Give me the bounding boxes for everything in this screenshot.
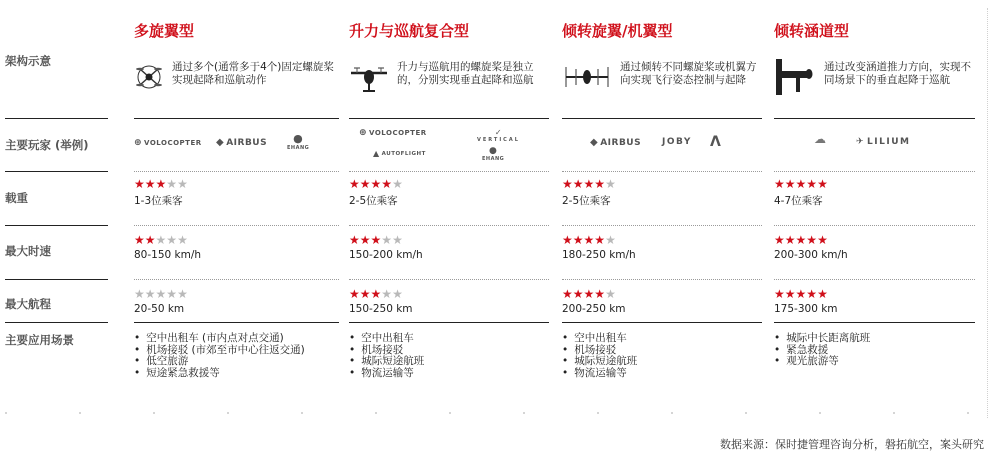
star-filled-icon: ★ <box>817 177 828 191</box>
autoflight-logo-icon: ▲ <box>373 149 380 158</box>
divider-dot <box>523 412 525 414</box>
right-divider <box>987 8 988 418</box>
architecture-cell-ducted-fan <box>774 61 979 101</box>
row-separator <box>774 171 975 172</box>
row-label-scenarios: 主要应用场景 <box>5 333 74 347</box>
row-separator <box>134 171 339 172</box>
star-empty-icon: ★ <box>134 287 145 301</box>
payload-stars <box>134 178 188 190</box>
range-value: 150-250 km <box>349 303 413 315</box>
payload-value: 2-5位乘客 <box>562 195 611 207</box>
star-filled-icon: ★ <box>594 177 606 191</box>
row-label-speed: 最大时速 <box>5 244 51 258</box>
logo-archer <box>710 134 721 150</box>
list-item: • 空中出租车 (市内点对点交通) <box>134 333 305 345</box>
row-separator <box>349 118 549 119</box>
payload-stars <box>562 178 616 190</box>
list-item: • 机场接驳 <box>562 345 637 357</box>
row-separator <box>562 322 762 323</box>
row-label-range: 最大航程 <box>5 297 51 311</box>
players-cell-multirotor <box>134 124 339 164</box>
airbus-logo-icon: ◆ <box>590 137 599 148</box>
star-filled-icon: ★ <box>562 287 573 301</box>
row-separator <box>5 322 108 323</box>
row-label-players: 主要玩家 (举例) <box>5 138 89 152</box>
star-empty-icon: ★ <box>177 233 188 247</box>
list-item: • 低空旅游 <box>134 356 305 368</box>
star-empty-icon: ★ <box>166 233 178 247</box>
speed-value: 180-250 km/h <box>562 249 636 261</box>
star-filled-icon: ★ <box>774 177 785 191</box>
star-filled-icon: ★ <box>784 287 796 301</box>
players-cell-ducted-fan <box>774 124 975 164</box>
architecture-description: 通过倾转不同螺旋桨或机翼方向实现飞行姿态控制与起降 <box>620 61 757 86</box>
airbus-logo-icon: ◆ <box>216 137 225 148</box>
architecture-cell-lift-cruise <box>349 61 554 97</box>
list-item: • 紧急救援 <box>774 345 870 357</box>
lilium-logo-icon: ✈ <box>856 137 866 147</box>
range-value: 200-250 km <box>562 303 626 315</box>
row-label-architecture: 架构示意 <box>5 54 51 68</box>
payload-value: 4-7位乘客 <box>774 195 823 207</box>
logo-ehang: ● EHANG <box>482 146 505 162</box>
row-separator <box>134 279 339 280</box>
star-filled-icon: ★ <box>784 233 796 247</box>
star-filled-icon: ★ <box>583 177 595 191</box>
row-separator <box>774 225 975 226</box>
list-item: • 短途紧急救援等 <box>134 368 305 380</box>
star-empty-icon: ★ <box>392 233 403 247</box>
star-filled-icon: ★ <box>359 287 371 301</box>
range-stars <box>774 288 828 300</box>
list-item: • 城际短途航班 <box>562 356 637 368</box>
logo-joby: JOBY <box>662 137 692 147</box>
payload-stars <box>774 178 828 190</box>
star-filled-icon: ★ <box>155 177 167 191</box>
payload-value: 1-3位乘客 <box>134 195 183 207</box>
range-value: 20-50 km <box>134 303 185 315</box>
logo-ehang: ● EHANG <box>287 132 310 151</box>
list-item: • 城际短途航班 <box>349 356 424 368</box>
volocopter-logo-icon: ⊕ <box>359 128 368 138</box>
ehang-logo-icon: ● <box>488 146 498 156</box>
star-empty-icon: ★ <box>166 287 178 301</box>
star-filled-icon: ★ <box>774 233 785 247</box>
list-item: • 物流运输等 <box>562 368 637 380</box>
range-stars <box>349 288 403 300</box>
star-filled-icon: ★ <box>562 233 573 247</box>
logo-autoflight: ▲ AUTOFLIGHT <box>373 149 426 158</box>
star-filled-icon: ★ <box>359 177 371 191</box>
star-empty-icon: ★ <box>605 233 616 247</box>
logo-volocopter: ⊕ VOLOCOPTER <box>359 128 427 138</box>
star-filled-icon: ★ <box>349 177 360 191</box>
vertical-logo-icon: ✓ <box>494 128 503 137</box>
star-filled-icon: ★ <box>572 177 584 191</box>
row-separator <box>134 225 339 226</box>
divider-dot <box>301 412 303 414</box>
star-filled-icon: ★ <box>806 287 818 301</box>
star-filled-icon: ★ <box>774 287 785 301</box>
star-filled-icon: ★ <box>144 233 156 247</box>
star-filled-icon: ★ <box>583 287 595 301</box>
divider-dot <box>375 412 377 414</box>
star-filled-icon: ★ <box>795 233 807 247</box>
star-empty-icon: ★ <box>177 287 188 301</box>
logo-airbus: ◆ AIRBUS <box>216 137 268 148</box>
list-item: • 机场接驳 <box>349 345 424 357</box>
column-title-multirotor: 多旋翼型 <box>134 22 195 40</box>
star-filled-icon: ★ <box>806 177 818 191</box>
row-separator <box>5 171 108 172</box>
row-separator <box>134 118 339 119</box>
divider-dot <box>967 412 969 414</box>
speed-stars <box>349 234 403 246</box>
star-empty-icon: ★ <box>392 177 403 191</box>
star-filled-icon: ★ <box>359 233 371 247</box>
list-item: • 机场接驳 (市郊至市中心往返交通) <box>134 345 305 357</box>
speed-stars <box>134 234 188 246</box>
row-separator <box>774 322 975 323</box>
row-separator <box>774 279 975 280</box>
divider-dot <box>671 412 673 414</box>
row-separator <box>562 171 762 172</box>
divider-dot <box>449 412 451 414</box>
range-value: 175-300 km <box>774 303 838 315</box>
range-stars <box>134 288 188 300</box>
column-title-ducted-fan: 倾转涵道型 <box>774 22 850 40</box>
row-label-payload: 载重 <box>5 191 28 205</box>
divider-dot <box>5 412 7 414</box>
architecture-cell-multirotor <box>134 61 344 95</box>
players-cell-lift-cruise <box>349 124 549 164</box>
row-separator <box>5 225 108 226</box>
airbus-cloud-logo-icon: ☁ <box>814 132 827 146</box>
divider-dot <box>79 412 81 414</box>
star-filled-icon: ★ <box>381 177 393 191</box>
star-filled-icon: ★ <box>349 287 360 301</box>
column-title-lift-cruise: 升力与巡航复合型 <box>349 22 470 40</box>
row-separator <box>5 279 108 280</box>
row-separator <box>562 279 762 280</box>
logo-vertical: ✓ VERTICAL <box>477 128 520 143</box>
star-filled-icon: ★ <box>572 233 584 247</box>
row-separator <box>349 322 549 323</box>
tiltrotor-icon <box>562 63 612 95</box>
list-item: • 物流运输等 <box>349 368 424 380</box>
payload-stars <box>349 178 403 190</box>
speed-value: 150-200 km/h <box>349 249 423 261</box>
star-filled-icon: ★ <box>572 287 584 301</box>
source-note: 数据来源：保时捷管理咨询分析，磐拓航空，案头研究 <box>720 438 984 451</box>
star-empty-icon: ★ <box>605 177 616 191</box>
star-filled-icon: ★ <box>594 233 606 247</box>
star-filled-icon: ★ <box>806 233 818 247</box>
star-filled-icon: ★ <box>349 233 360 247</box>
star-filled-icon: ★ <box>370 233 382 247</box>
row-separator <box>349 225 549 226</box>
star-empty-icon: ★ <box>392 287 403 301</box>
architecture-cell-tiltrotor <box>562 61 767 95</box>
star-filled-icon: ★ <box>134 177 145 191</box>
star-filled-icon: ★ <box>795 287 807 301</box>
row-separator <box>5 118 108 119</box>
ehang-logo-icon: ● <box>293 132 304 145</box>
speed-stars <box>774 234 828 246</box>
star-filled-icon: ★ <box>817 287 828 301</box>
row-separator <box>562 118 762 119</box>
row-separator <box>134 322 339 323</box>
divider-dot <box>745 412 747 414</box>
logo-volocopter: ⊕ VOLOCOPTER <box>134 138 202 148</box>
divider-dot <box>597 412 599 414</box>
bottom-divider <box>5 412 980 414</box>
divider-dot <box>153 412 155 414</box>
logo-airbus: ◆ AIRBUS <box>590 137 642 148</box>
speed-value: 80-150 km/h <box>134 249 202 261</box>
speed-value: 200-300 km/h <box>774 249 848 261</box>
list-item: • 空中出租车 <box>349 333 424 345</box>
star-empty-icon: ★ <box>166 177 178 191</box>
range-stars <box>562 288 616 300</box>
star-filled-icon: ★ <box>583 233 595 247</box>
star-empty-icon: ★ <box>155 287 167 301</box>
players-cell-tiltrotor <box>562 124 762 164</box>
star-filled-icon: ★ <box>562 177 573 191</box>
star-filled-icon: ★ <box>370 177 382 191</box>
logo-lilium: ✈ LILIUM <box>856 137 911 147</box>
star-filled-icon: ★ <box>784 177 796 191</box>
architecture-description: 通过改变涵道推力方向，实现不同场景下的垂直起降于巡航 <box>824 61 971 86</box>
list-item: • 观光旅游等 <box>774 356 870 368</box>
star-empty-icon: ★ <box>144 287 156 301</box>
divider-dot <box>893 412 895 414</box>
divider-dot <box>227 412 229 414</box>
row-separator <box>349 171 549 172</box>
scenario-list-tiltrotor <box>562 333 637 379</box>
star-empty-icon: ★ <box>605 287 616 301</box>
star-empty-icon: ★ <box>381 233 393 247</box>
star-empty-icon: ★ <box>155 233 167 247</box>
scenario-list-ducted-fan <box>774 333 870 368</box>
row-separator <box>774 118 975 119</box>
star-empty-icon: ★ <box>177 177 188 191</box>
star-filled-icon: ★ <box>134 233 145 247</box>
star-filled-icon: ★ <box>370 287 382 301</box>
logo-airbus <box>814 132 827 146</box>
list-item: • 城际中长距离航班 <box>774 333 870 345</box>
star-empty-icon: ★ <box>381 287 393 301</box>
volocopter-logo-icon: ⊕ <box>134 138 143 148</box>
scenario-list-multirotor <box>134 333 305 379</box>
architecture-description: 升力与巡航用的螺旋桨是独立的，分别实现垂直起降和巡航 <box>397 61 534 86</box>
scenario-list-lift-cruise <box>349 333 424 379</box>
archer-logo-icon: Λ <box>710 134 722 150</box>
speed-stars <box>562 234 616 246</box>
star-filled-icon: ★ <box>817 233 828 247</box>
star-filled-icon: ★ <box>594 287 606 301</box>
row-separator <box>349 279 549 280</box>
list-item: • 空中出租车 <box>562 333 637 345</box>
payload-value: 2-5位乘客 <box>349 195 398 207</box>
row-separator <box>562 225 762 226</box>
multirotor-icon <box>134 63 164 95</box>
lift-cruise-icon <box>349 63 389 97</box>
column-title-tiltrotor: 倾转旋翼/机翼型 <box>562 22 673 40</box>
star-filled-icon: ★ <box>144 177 156 191</box>
ducted-fan-icon <box>774 63 816 101</box>
divider-dot <box>819 412 821 414</box>
star-filled-icon: ★ <box>795 177 807 191</box>
architecture-description: 通过多个(通常多于4个)固定螺旋桨实现起降和巡航动作 <box>172 61 334 86</box>
